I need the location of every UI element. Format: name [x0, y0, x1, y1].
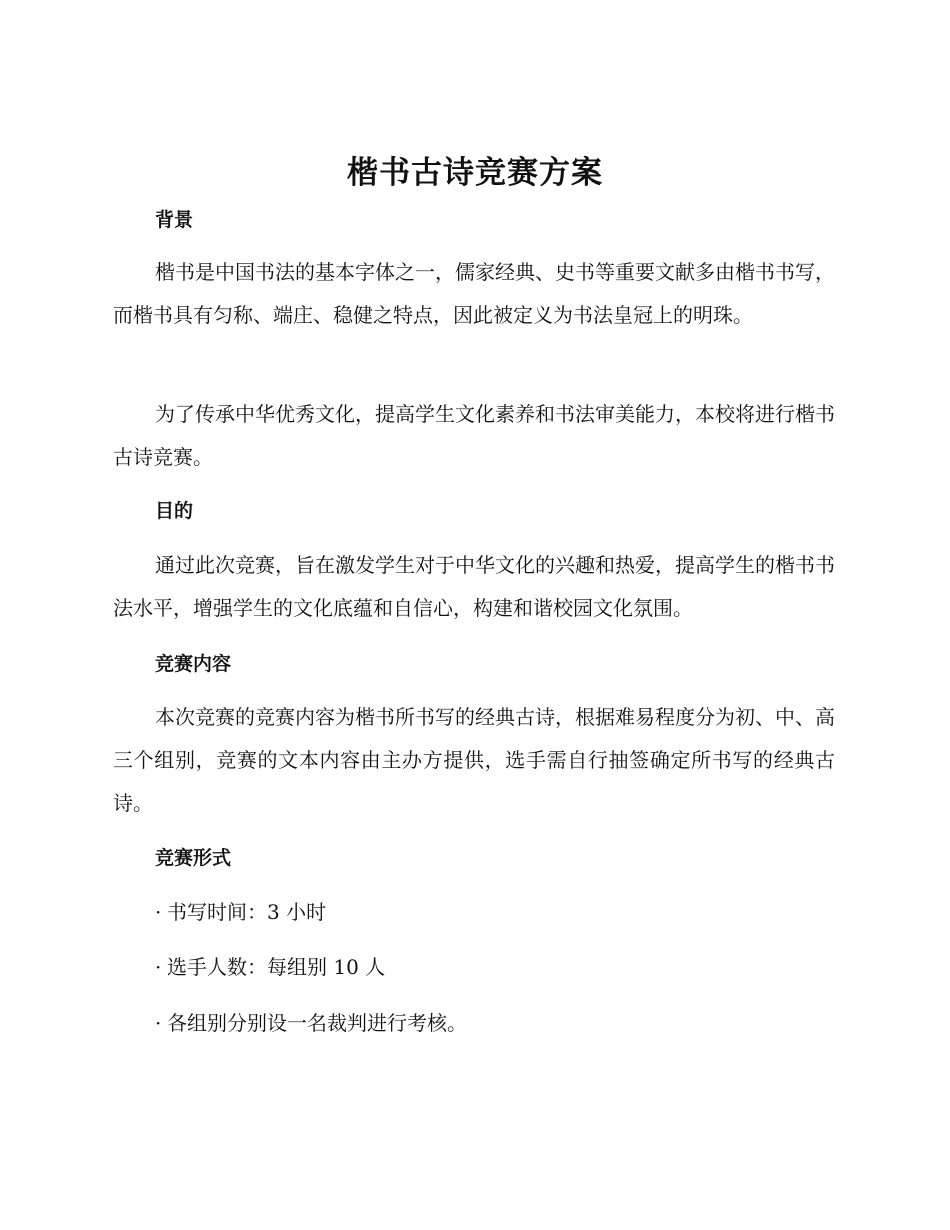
- format-item-text: 各组别分别设一名裁判进行考核。: [167, 1011, 467, 1035]
- format-list-item: [155, 1008, 467, 1038]
- section-heading-content: 竞赛内容: [155, 653, 232, 675]
- bullet-dot: ·: [155, 1011, 162, 1035]
- section-heading-purpose: 目的: [155, 500, 194, 522]
- format-list-item: [155, 952, 385, 982]
- content-paragraph: 本次竞赛的竞赛内容为楷书所书写的经典古诗，根据难易程度分为初、中、高三个组别，竞赛的文本内容由主办方提供，选手需自行抽签确定所书写的经典古诗。: [113, 705, 835, 815]
- format-item-text: 选手人数：每组别 10 人: [167, 955, 386, 979]
- background-paragraph-2: 为了传承中华优秀文化，提高学生文化素养和书法审美能力，本校将进行楷书古诗竞赛。: [113, 402, 835, 469]
- document-title: 楷书古诗竞赛方案: [347, 155, 603, 191]
- background-paragraph-1: 楷书是中国书法的基本字体之一，儒家经典、史书等重要文献多由楷书书写，而楷书具有匀称、端庄、稳健之特点，因此被定义为书法皇冠上的明珠。: [113, 260, 835, 327]
- bullet-dot: ·: [155, 955, 162, 979]
- section-heading-background: 背景: [155, 209, 194, 231]
- format-item-text: 书写时间：3 小时: [167, 900, 327, 924]
- purpose-paragraph: 通过此次竞赛，旨在激发学生对于中华文化的兴趣和热爱，提高学生的楷书书法水平，增强学生的文化底蕴和自信心，构建和谐校园文化氛围。: [113, 553, 835, 620]
- format-list-item: [155, 897, 326, 927]
- section-heading-format: 竞赛形式: [155, 847, 232, 869]
- bullet-dot: ·: [155, 900, 162, 924]
